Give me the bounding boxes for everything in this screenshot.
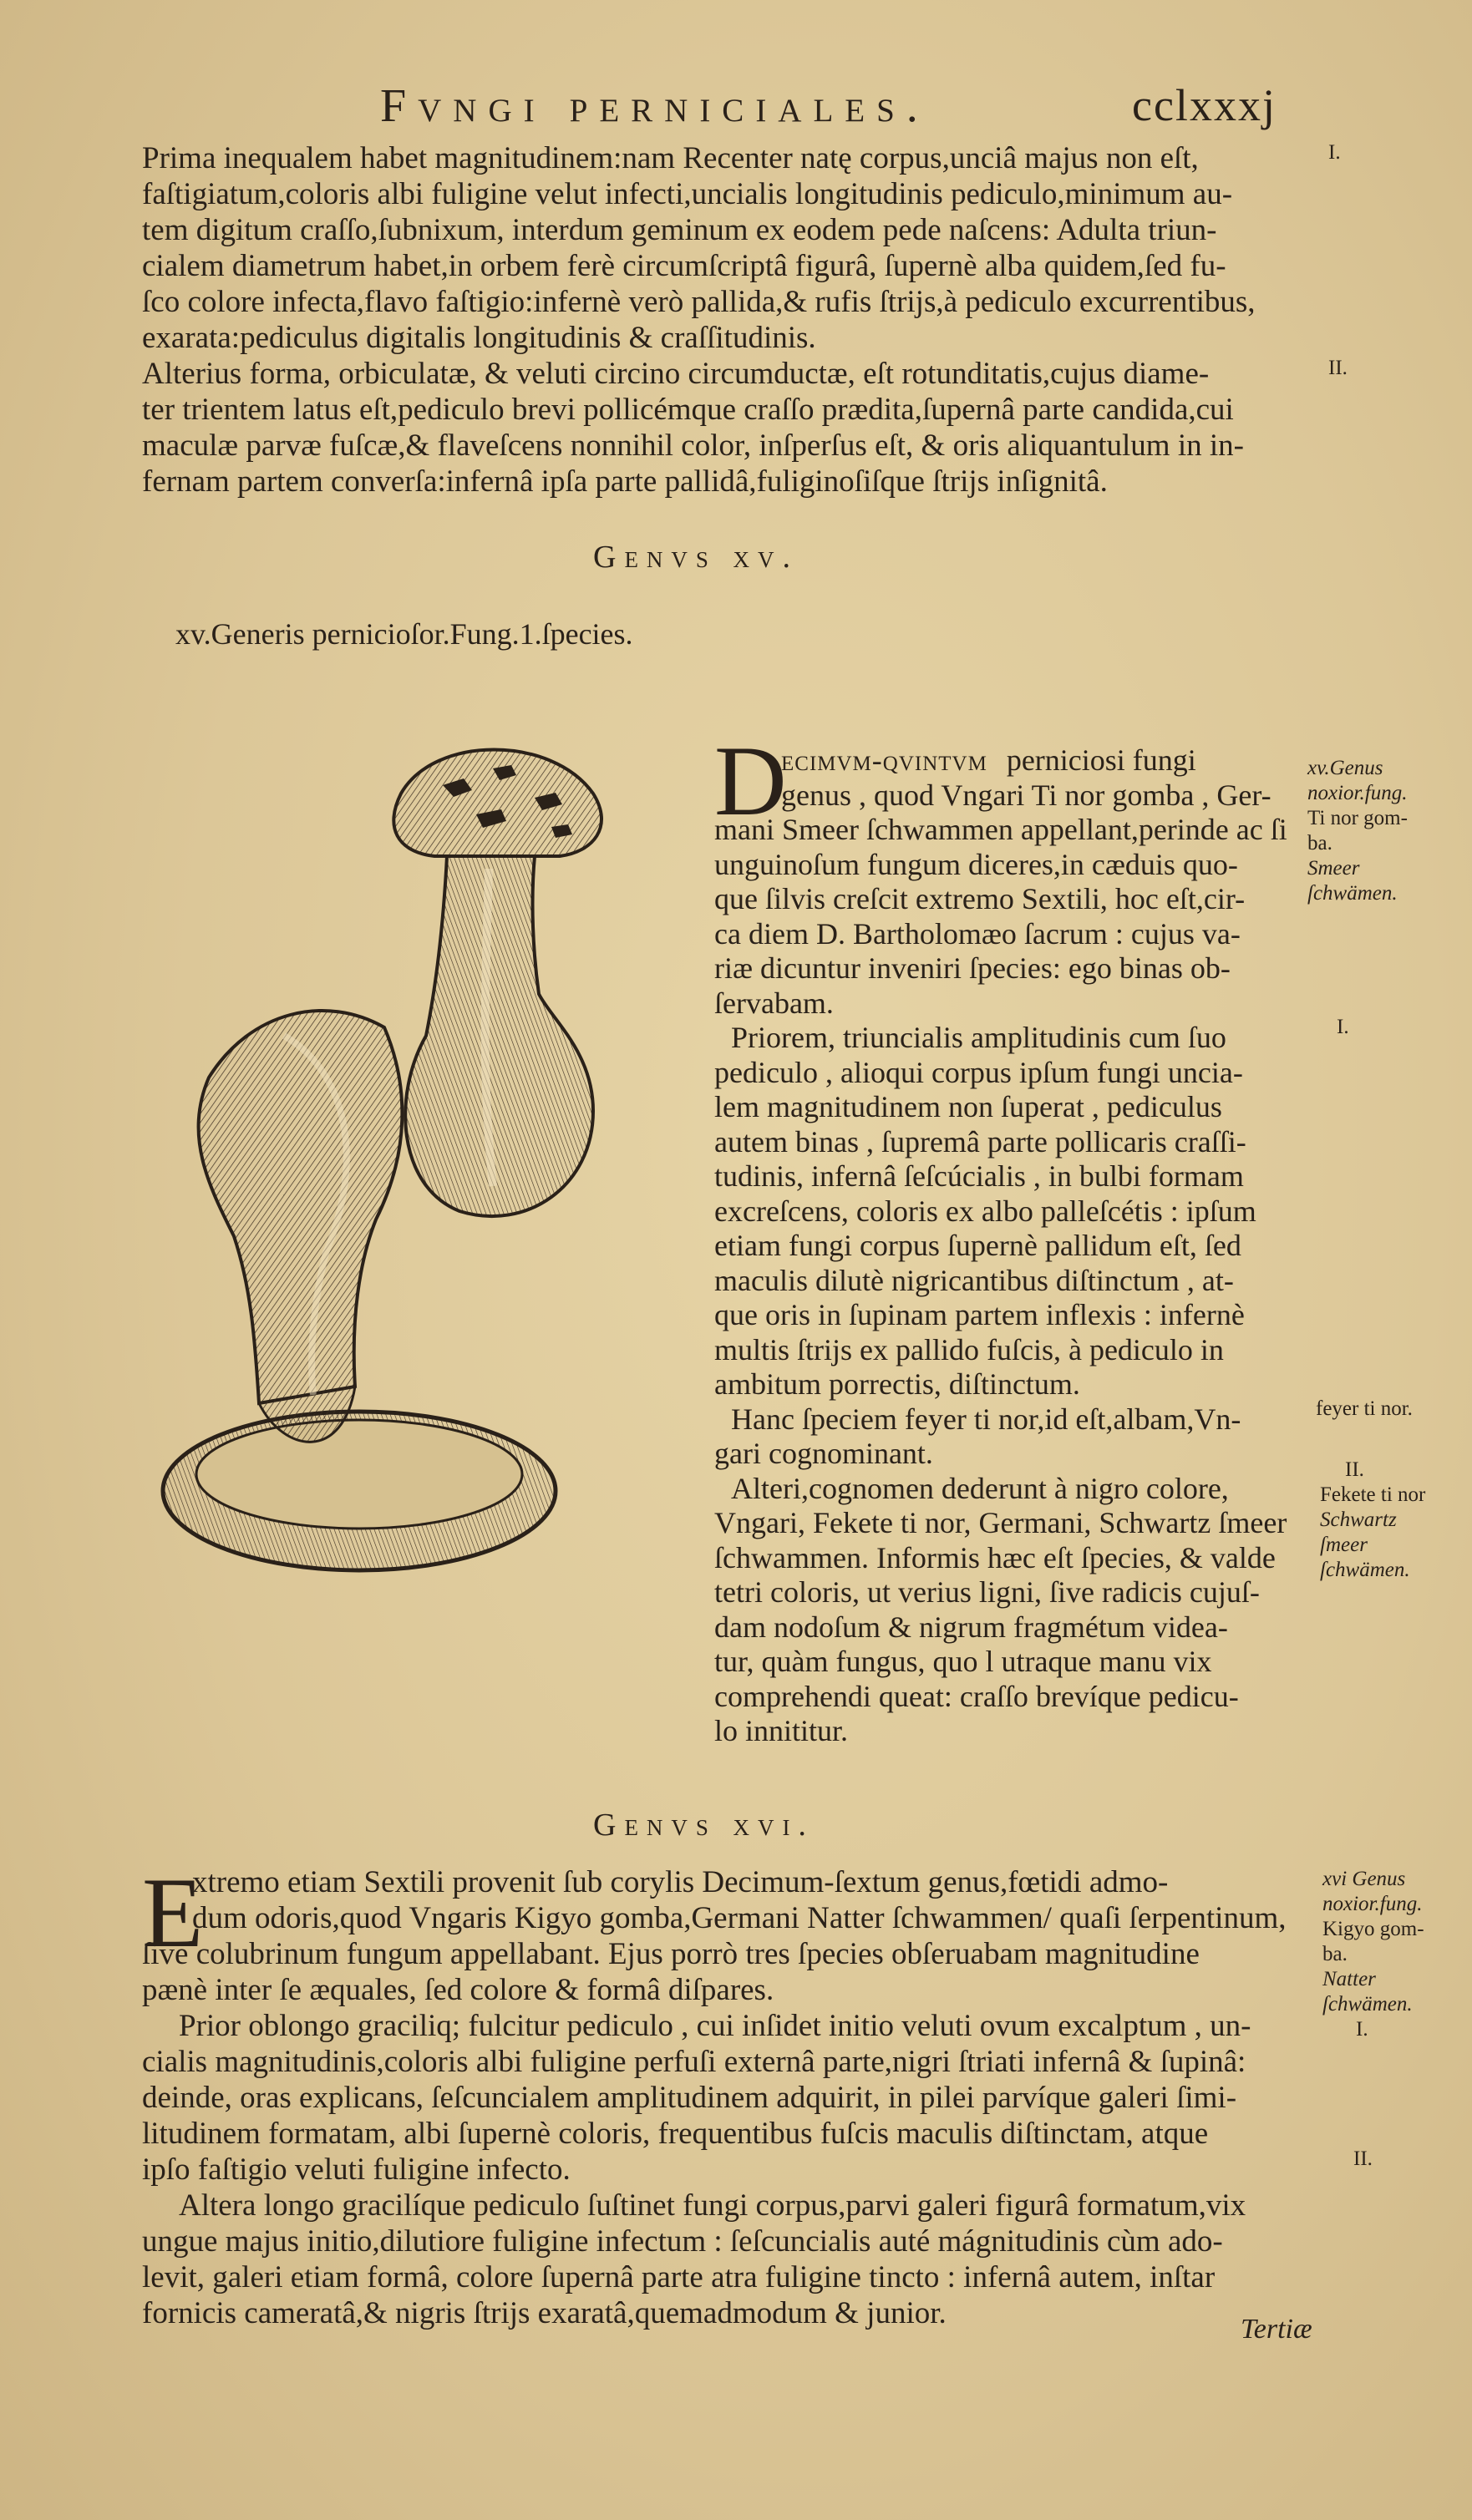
text-line: ſive colubrinum fungum appellabant. Ejus porrò tres ſpecies obſeruabam magnitudine (142, 1937, 1200, 1971)
text-line: etiam fungi corpus ſupernè pallidum eſt, ſed (714, 1229, 1241, 1262)
text-line: tudinis, infernâ ſeſcúcialis , in bulbi formam (714, 1159, 1244, 1193)
text-line: genus , quod Vngari Ti nor gomba , Ger- (781, 778, 1272, 812)
running-title: Fvngi perniciales. (380, 80, 930, 132)
mushroom-illustration (159, 718, 693, 1679)
text-line: maculæ parvæ fuſcæ,& flaveſcens nonnihil color, inſperſus eſt, & oris aliquantulum in in- (142, 428, 1244, 463)
text-line: Alterius forma, orbiculatæ, & veluti circino circumductæ, eſt rotunditatis,cujus diame- (142, 357, 1210, 391)
text-line: exarata:pediculus digitalis longitudinis & craſſitudinis. (142, 321, 816, 355)
text-line: gari cognominant. (714, 1437, 933, 1470)
text-line: riæ dicuntur inveniri ſpecies: ego binas ob- (714, 951, 1231, 985)
text-line: perniciosi fungi (1006, 743, 1196, 777)
figure-caption: xv.Generis pernicioſor.Fung.1.ſpecies. (175, 617, 633, 651)
margin-note: II. (1353, 2147, 1373, 2170)
margin-note-genus-xvi: xvi Genus noxior.fung. Kigyo gom- ba. Natter ſchwämen. I. (1322, 1868, 1424, 2041)
text-line: dum odoris,quod Vngaris Kigyo gomba,Germani Natter ſchwammen/ quaſi ſerpentinum, (192, 1901, 1287, 1935)
genus-xvi-heading: Genvs xvi. (593, 1808, 815, 1843)
text-line: Alteri,cognomen dederunt à nigro colore, (731, 1471, 1229, 1505)
drop-cap: E (142, 1857, 204, 1968)
genus-xv-heading: Genvs xv. (593, 540, 799, 575)
text-line: Prior oblongo graciliq; fulcitur pediculo , cui inſidet initio veluti ovum excalptum , un- (179, 2009, 1251, 2043)
text-line: comprehendi queat: craſſo brevíque pedicu- (714, 1679, 1239, 1713)
text-line: ipſo faſtigio veluti fuligine infecto. (142, 2152, 571, 2187)
catchword: Tertiæ (1241, 2314, 1312, 2345)
text-line: multis ſtrijs ex pallido fuſcis, à pediculo in (714, 1332, 1224, 1366)
text-line: autem binas , ſupremâ parte pollicaris craſſi- (714, 1124, 1246, 1159)
text-line: Vngari, Fekete ti nor, Germani, Schwartz ſmeer (714, 1506, 1287, 1539)
text-line: lem magnitudinem non ſuperat , pediculus (714, 1090, 1222, 1123)
text-line: cialem diametrum habet,in orbem ferè circumſcriptâ figurâ, ſupernè alba quidem,ſed fu- (142, 249, 1226, 283)
text-line: ambitum porrectis, diſtinctum. (714, 1367, 1080, 1401)
top-text-block (142, 140, 1295, 499)
text-line: ca diem D. Bartholomæo ſacrum : cujus va- (714, 916, 1241, 951)
margin-note-second-species: II. Fekete ti nor Schwartz ſmeer ſchwämen. (1320, 1458, 1426, 1581)
margin-note-genus-xv: xv.Genus noxior.fung. Ti nor gom- ba. Smeer ſchwämen. (1307, 757, 1408, 905)
text-line: que ſilvis creſcit extremo Sextili, hoc eſt,cir- (714, 882, 1246, 915)
margin-note: I. (1328, 141, 1341, 164)
text-line: levit, galeri etiam formâ, colore ſupernâ parte atra fuligine tincto : infernâ autem, inſtar (142, 2260, 1216, 2294)
text-line: tetri coloris, ut verius ligni, ſive radicis cujuſ- (714, 1575, 1260, 1609)
text-line: faſtigiatum,coloris albi fuligine velut infecti,uncialis longitudinis pediculo,minimum au- (142, 177, 1233, 211)
text-line: Priorem, triuncialis amplitudinis cum ſuo (731, 1021, 1226, 1054)
text-line: excreſcens, coloris ex albo palleſcétis : ipſum (714, 1194, 1256, 1228)
text-line: fornicis cameratâ,& nigris ſtrijs exaratâ,quemadmodum & junior. (142, 2296, 947, 2330)
genus-xvi-text (142, 1857, 1312, 2331)
text-line: dam nodoſum & nigrum fragmétum videa- (714, 1610, 1228, 1644)
margin-note: II. (1328, 357, 1348, 379)
drop-cap: D (714, 725, 787, 836)
text-line: tem digitum craſſo,ſubnixum, interdum geminum ex eodem pede naſcens: Adulta triun- (142, 213, 1217, 247)
text-line: ſchwammen. Informis hæc eſt ſpecies, & valde (714, 1540, 1276, 1574)
margin-note: feyer ti nor. (1316, 1397, 1413, 1420)
text-line: litudinem formatam, albi ſupernè coloris, frequentibus fuſcis maculis diſtinctam, atque (142, 2117, 1209, 2151)
text-line: cialis magnitudinis,coloris albi fuligine perfuſi externâ parte,nigri ſtriati infernâ & ſupinâ: (142, 2045, 1246, 2079)
text-line: tur, quàm fungus, quo l utraque manu vix (714, 1645, 1212, 1678)
text-line: Hanc ſpeciem feyer ti nor,id eſt,albam,Vn- (731, 1402, 1241, 1436)
text-line: mani Smeer ſchwammen appellant,perinde ac ſi (714, 813, 1287, 846)
text-line: fernam partem converſa:infernâ ipſa parte pallidâ,fuliginoſiſque ſtrijs inſignitâ. (142, 464, 1108, 499)
text-line: pænè inter ſe æquales, ſed colore & formâ diſpares. (142, 1973, 774, 2007)
genus-xv-text (714, 743, 1299, 1749)
text-line: ter trientem latus eſt,pediculo brevi pollicémque craſſo prædita,ſupernâ parte candida,cui (142, 393, 1234, 427)
text-line: que oris in ſupinam partem inflexis : infernè (714, 1298, 1245, 1331)
first-word: ecimvm-qvintvm (781, 743, 987, 777)
text-line: Altera longo gracilíque pediculo ſuſtinet fungi corpus,parvi galeri figurâ formatum,vix (179, 2188, 1246, 2223)
text-line: maculis dilutè nigricantibus diſtinctum , at- (714, 1263, 1234, 1297)
text-line: ſervabam. (714, 986, 834, 1020)
text-line: unguinoſum fungum diceres,in cæduis quo- (714, 847, 1238, 881)
text-line: ſco colore infecta,flavo faſtigio:infernè verò pallida,& rufis ſtrijs,à pediculo excurrentibus, (142, 285, 1256, 319)
text-line: lo innititur. (714, 1714, 849, 1747)
folio-number: cclxxxj (1132, 80, 1277, 130)
mushroom-woodcut (159, 718, 693, 1679)
text-line: pediculo , alioqui corpus ipſum fungi uncia- (714, 1055, 1243, 1089)
text-line: deinde, oras explicans, ſeſcuncialem amplitudinem adquirit, in pilei parvíque galeri ſimi- (142, 2081, 1237, 2115)
text-line: ungue majus initio,dilutiore fuligine infectum : ſeſcuncialis auté mágnitudinis cùm ado- (142, 2224, 1223, 2259)
text-line: Prima inequalem habet magnitudinem:nam Recenter natę corpus,unciâ majus non eſt, (142, 141, 1199, 175)
margin-note: I. (1337, 1016, 1349, 1038)
text-line: xtremo etiam Sextili provenit ſub corylis Decimum-ſextum genus,fœtidi admo- (192, 1865, 1169, 1899)
